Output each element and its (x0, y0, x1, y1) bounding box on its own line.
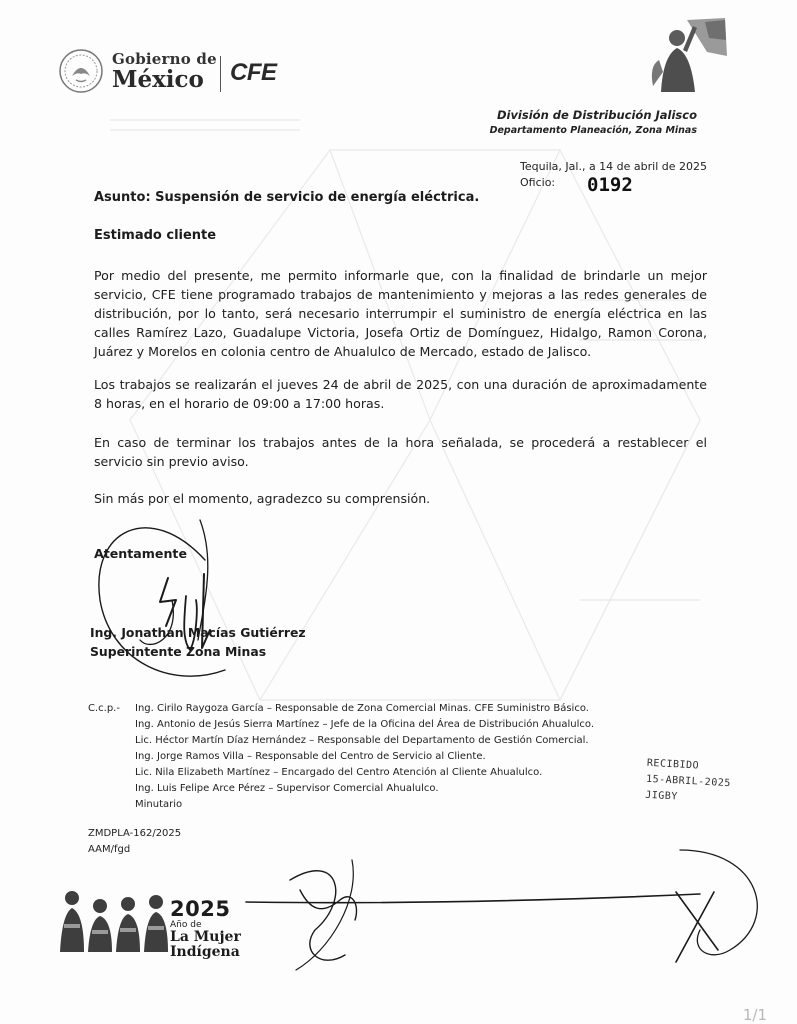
body-paragraph-2: Los trabajos se realizarán el jueves 24 de abril de 2025, con una duración de aproximadamente 8 horas, en el horario de 09:00 a 17:00 horas. (94, 377, 707, 411)
signer-name: Ing. Jonathan Macías Gutiérrez (90, 625, 306, 640)
received-stamp-initials: JIGBY (644, 789, 679, 803)
place-date: Tequila, Jal., a 14 de abril de 2025 (520, 160, 708, 173)
body-paragraph-3: En caso de terminar los trabajos antes de la hora señalada, se procederá a restablecer el servicio sin previo aviso. (94, 435, 707, 469)
ccp-label: C.c.p.- (88, 703, 120, 714)
ccp-item: Ing. Antonio de Jesús Sierra Martínez – Jefe de la Oficina del Área de Distribución Ahualulco. (135, 719, 595, 730)
ccp-item: Minutario (135, 799, 183, 810)
gobierno-label: Gobierno de (112, 50, 217, 68)
received-stamp (645, 756, 732, 808)
historic-figure-emblem-icon (647, 16, 729, 94)
division-header (490, 108, 697, 136)
page-number: 1/1 (742, 1006, 767, 1024)
mexico-label: México (112, 66, 204, 93)
motto-year: 2025 (170, 897, 231, 921)
motto-line-1: Año de (170, 920, 202, 930)
reference-code: ZMDPLA-162/2025 (88, 828, 182, 839)
indigenous-women-illustration-icon (56, 880, 176, 952)
signer-title: Superintente Zona Minas (90, 644, 267, 659)
mexico-seal-icon (58, 48, 104, 94)
division-name: División de Distribución Jalisco (496, 108, 697, 122)
ccp-list (135, 701, 594, 813)
closing: Atentamente (94, 546, 187, 561)
subject-line: Asunto: Suspensión de servicio de energía eléctrica. (94, 190, 480, 205)
ccp-item: Ing. Cirilo Raygoza García – Responsable de Zona Comercial Minas. CFE Suministro Básico. (135, 703, 589, 714)
signer-block (90, 623, 306, 661)
reference-initials: AAM/fgd (88, 844, 131, 855)
department-name: Departamento Planeación, Zona Minas (489, 125, 697, 136)
oficio-label: Oficio: (520, 176, 556, 189)
received-stamp-date: 15-ABRIL-2025 (645, 773, 732, 790)
year-motto (170, 898, 241, 960)
body-paragraph-1: Por medio del presente, me permito informarle que, con la finalidad de brindarle un mejor servicio, CFE tiene programado trabajos de mantenimiento y mejoras a las redes generales de distribución, por lo tanto, será necesario interrumpir el suministro de energía eléctrica en las calles Ramírez Lazo, Guadalupe Victoria, Josefa Ortiz de Domínguez, Hidalgo, Ramon Corona, Juárez y Morelos en colonia centro de Ahualulco de Mercado, estado de Jalisco. (94, 268, 707, 359)
ccp-item: Lic. Héctor Martín Díaz Hernández – Responsable del Departamento de Gestión Comercial. (135, 735, 589, 746)
ccp-item: Ing. Jorge Ramos Villa – Responsable del Centro de Servicio al Cliente. (135, 751, 486, 762)
logo-divider (220, 56, 221, 92)
salutation: Estimado cliente (94, 228, 217, 243)
received-stamp-line: RECIBIDO (646, 757, 700, 772)
body-paragraph-4: Sin más por el momento, agradezco su comprensión. (94, 491, 431, 506)
oficio-number: 0192 (587, 174, 633, 196)
ccp-item: Lic. Nila Elizabeth Martínez – Encargado del Centro Atención al Cliente Ahualulco. (135, 767, 543, 778)
reference-block (88, 826, 181, 858)
ccp-item: Ing. Luis Felipe Arce Pérez – Supervisor Comercial Ahualulco. (135, 783, 439, 794)
gobierno-cfe-logo (58, 46, 298, 98)
cfe-logo-text: CFE (230, 59, 277, 86)
motto-line-2: La Mujer (170, 929, 241, 945)
motto-line-3: Indígena (170, 944, 240, 960)
